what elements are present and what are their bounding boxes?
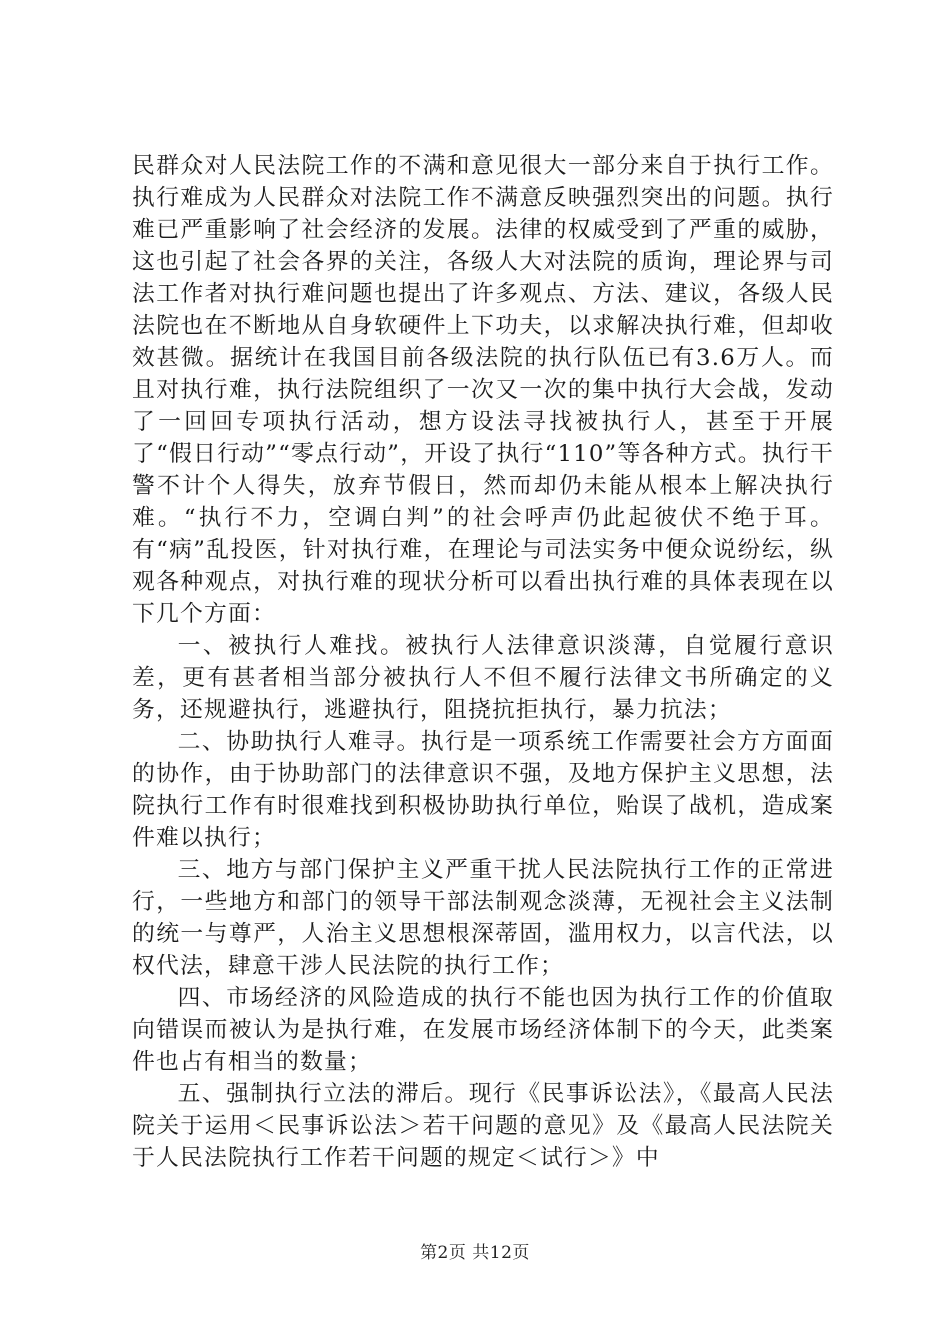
paragraph-item-5: 五、强制执行立法的滞后。现行《民事诉讼法》，《最高人民法院关于运用＜民事诉讼法＞若干问题的意见》及《最高人民法院关于人民法院执行工作若干问题的规定＜试行＞》中 — [132, 1081, 834, 1171]
paragraph-item-1: 一、被执行人难找。被执行人法律意识淡薄，自觉履行意识差，更有甚者相当部分被执行人不但不履行法律文书所确定的义务，还规避执行，逃避执行，阻挠抗拒执行，暴力抗法； — [132, 633, 834, 723]
document-body — [132, 150, 834, 1174]
paragraph-item-4: 四、市场经济的风险造成的执行不能也因为执行工作的价值取向错误而被认为是执行难，在发展市场经济体制下的今天，此类案件也占有相当的数量； — [132, 985, 834, 1075]
paragraph-item-3: 三、地方与部门保护主义严重干扰人民法院执行工作的正常进行，一些地方和部门的领导干部法制观念淡薄，无视社会主义法制的统一与尊严，人治主义思想根深蒂固，滥用权力，以言代法，以权代法，肆意干涉人民法院的执行工作； — [132, 857, 834, 979]
paragraph-intro: 民群众对人民法院工作的不满和意见很大一部分来自于执行工作。执行难成为人民群众对法院工作不满意反映强烈突出的问题。执行难已严重影响了社会经济的发展。法律的权威受到了严重的威胁，这也引起了社会各界的关注，各级人大对法院的质询，理论界与司法工作者对执行难问题也提出了许多观点、方法、建议，各级人民法院也在不断地从自身软硬件上下功夫，以求解决执行难，但却收效甚微。据统计在我国目前各级法院的执行队伍已有3.6万人。而且对执行难，执行法院组织了一次又一次的集中执行大会战，发动了一回回专项执行活动，想方设法寻找被执行人，甚至于开展了“假日行动”“零点行动”，开设了执行“110”等各种方式。执行干警不计个人得失，放弃节假日，然而却仍未能从根本上解决执行难。“执行不力，空调白判”的社会呼声仍此起彼伏不绝于耳。有“病”乱投医，针对执行难，在理论与司法实务中便众说纷纭，纵观各种观点，对执行难的现状分析可以看出执行难的具体表现在以下几个方面： — [132, 153, 834, 627]
paragraph-item-2: 二、协助执行人难寻。执行是一项系统工作需要社会方方面面的协作，由于协助部门的法律意识不强，及地方保护主义思想，法院执行工作有时很难找到积极协助执行单位，贻误了战机，造成案件难以执行； — [132, 729, 834, 851]
page-number-footer: 第2页 共12页 — [420, 1243, 530, 1263]
